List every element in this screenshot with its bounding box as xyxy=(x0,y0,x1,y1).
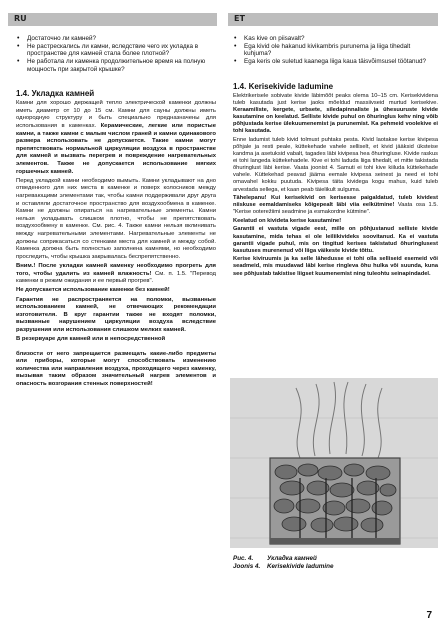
paragraph-warning: Garantii ei vastuta vigade eest, mille on põhjustanud selliste kivide kasutamine, mida tehas ei ole leiliikivideks soovitanud. Ka ei vastuta garantii vigade puhul, mis on tingitud kerises takistatud õhuringlusest kasutuses murenenud või liiga väikeste kivide tõttu. xyxy=(233,226,438,254)
paragraph xyxy=(16,263,216,286)
checklist-item: • Ega kivid ole hakanud kivikambris purunema ja liiga tihedalt kuhjuma? xyxy=(233,43,438,58)
checklist-item: • Не растрескались ли камни, вследствие чего их укладка в пространстве для камней стала более плотной? xyxy=(16,43,216,58)
language-label-et: ET xyxy=(234,14,245,23)
paragraph-warning: близости от него запрещается размещать какие-либо предметы или приборы, которые могут способствовать изменению количества или направления воздуха, проходящего через каменку, вызывая таким образом значительный нагрев элементов и опасность возгорания стенных поверхностей! xyxy=(16,350,216,388)
checklist-et xyxy=(233,35,438,66)
paragraph-warning: Гарантия не распространяется на поломки, вызванные использованием камней, не отвечающих рекомендации изготовителя. В круг гарантии также не входят поломки, вызванные нарушением циркуляции воздуха вследствие разрушения или использования слишком мелких камней. xyxy=(16,296,216,333)
checklist-item: • Достаточно ли камней? xyxy=(16,35,216,43)
checklist-ru xyxy=(16,35,216,73)
caption-et xyxy=(233,563,433,571)
paragraph-warning: Kerise kiviruumis ja ka selle lähedusse ei tohi olla selliseid esemeid või seadmeid, mis muudavad läbi kerise ringleva õhu hulka või suunda, kuna see põhjustab takistise liigset kuumenemist ning tuleohtu seinapindadel. xyxy=(233,256,438,277)
paragraph: Enne ladumist tuleb kivid tolmust puhtaks pesta. Kivid laotakse kerise kivipesa põhjale ja resti peale, küttekehade vahele selliselt, et kivid jääksid üksteise kandma ja asetuksid vabalt, tagades läbi kivipesa hea õhuringluse. Kivide raskus ei tohi langeda küttekehadele. Kive ei tohi laduda liiga tihedalt, et mitte takistada õhuringlust läbi kerise. Vaata joonist 4. Samuti ei tohi kive kiiluda küttekehade vahele. Küttekehad peavad jääma eemale kivipesa seinest ja need ei tohi omavahel kokku puutuda. Kivipesa täita kividega kogu mahus, kuid tuleb arvestada sellega, et kaan peab täielikult sulguma. xyxy=(233,136,438,193)
paragraph-warning: Keraamiliste, kergete, urbsete, siledapinnaliste ja ühesuuruste kivide kasutamine on keelatud. Selliste kivide puhul on õhuringlus kehv ning võib põhjustada kerise ülekuumenemist ja purunemist. Ka pehmeid voolekive ei tohi kasutada. xyxy=(233,106,438,135)
caption-ru-text: Укладка камней xyxy=(267,555,317,562)
column-et xyxy=(233,35,438,279)
paragraph-warning: Tähelepanu! Kui kerisekivid on kerisesse paigaldatud, tuleb kividest niiskuse eemaldamiseks kõigepealt läbi viia eelkütmine! xyxy=(233,195,438,209)
paragraph-note: Vaata osa 1.5. "Kerise ooterežiimi seadmine ja esmakordne kütmine". xyxy=(233,202,438,216)
paragraph-warning: Не допускается использование каменки без камней! xyxy=(16,287,170,294)
section-title-et: 1.4. Kerisekivide ladumine xyxy=(233,81,334,91)
caption-et-text: Kerisekivide ladumine xyxy=(267,563,334,570)
language-label-ru: RU xyxy=(14,14,27,23)
paragraph-warning: Keelatud on kivideta kerise kasutamine! xyxy=(233,217,342,224)
heater-illustration xyxy=(230,378,438,548)
page-number: 7 xyxy=(426,610,432,621)
caption-ru xyxy=(233,555,433,563)
checklist-item: • Ega keris ole suletud kaanega liiga kaua täisvõimsusel töötanud? xyxy=(233,58,438,66)
heater-base xyxy=(270,538,400,544)
paragraph-text: Elektrikerisele sobivate kivide läbimõõt peaks olema 10–15 cm. Kerisekividena tuleb kasutada just kerise jaoks mõeldud massiivseid murtud kerisekive. xyxy=(233,92,438,106)
stone-stacking-illustration xyxy=(230,378,438,548)
section-body-et xyxy=(233,93,438,278)
paragraph xyxy=(233,195,438,216)
caption-et-number: Joonis 4. xyxy=(233,563,261,570)
paragraph-warning: Вним.! После укладки камней каменку необходимо прогреть для того, чтобы удалить из камней влажность! xyxy=(16,262,216,277)
caption-ru-number: Рис. 4. xyxy=(233,555,254,562)
paragraph xyxy=(233,93,438,136)
checklist-item: • Kas kive on piisavalt? xyxy=(233,35,438,43)
checklist-item: • Не работала ли каменка продолжительное время на полную мощность при закрытой крышке? xyxy=(16,58,216,73)
header-bar-ru xyxy=(8,13,217,26)
section-title-ru: 1.4. Укладка камней xyxy=(16,89,95,99)
paragraph-warning: Керамические, легкие или пористые камни, а также камни с малым числом граней и камни одинакового размера использовать не допускается. Такие камни могут препятствовать нормальной циркуляции воздуха в пространстве для камней и вызвать перегрев и повреждение нагревательных элементов. Также не допускается использование мягких горшечных камней. xyxy=(16,123,216,175)
paragraph-note: См. п. 1.5. "Перевод каменки в режим ожидания и ее первый прогрев". xyxy=(16,270,216,285)
paragraph-text: Камни для хорошо держащей тепло электрической каменки должны иметь диаметр от 10 до 15 см. Камни для сауны должны иметь однородную структуру и быть специально предназначены для использования в каменках. xyxy=(16,100,216,130)
paragraph xyxy=(16,100,216,176)
paragraph: Перед укладкой камни необходимо вымыть. Камни укладывают на дно отведенного для них места в каменке и поверх колосников между нагревающими элементами так, чтобы камни поддерживали друг друга и оставляли достаточное пространство для воздухообмена в каменке. Камни не должны опираться на нагревательные элементы. Камни нельзя укладывать слишком плотно, чтобы не препятствовать воздухообмену в каменке. См. рис. 4. Также камни нельзя вклинивать между нагревательными элементами. Нагревательные элементы не должны соприкасаться со стенками места для камней и между собой. Каменка должна быть полностью заполнена камнями, но необходимо проследить, чтобы крышка закрывалась беспрепятственно. xyxy=(16,177,216,260)
section-body-ru xyxy=(16,100,216,388)
header-bar-et xyxy=(228,13,438,26)
figure-caption xyxy=(233,555,433,571)
column-ru xyxy=(16,35,216,390)
paragraph-warning: В резервуаре для камней или в непосредственной xyxy=(16,336,166,343)
